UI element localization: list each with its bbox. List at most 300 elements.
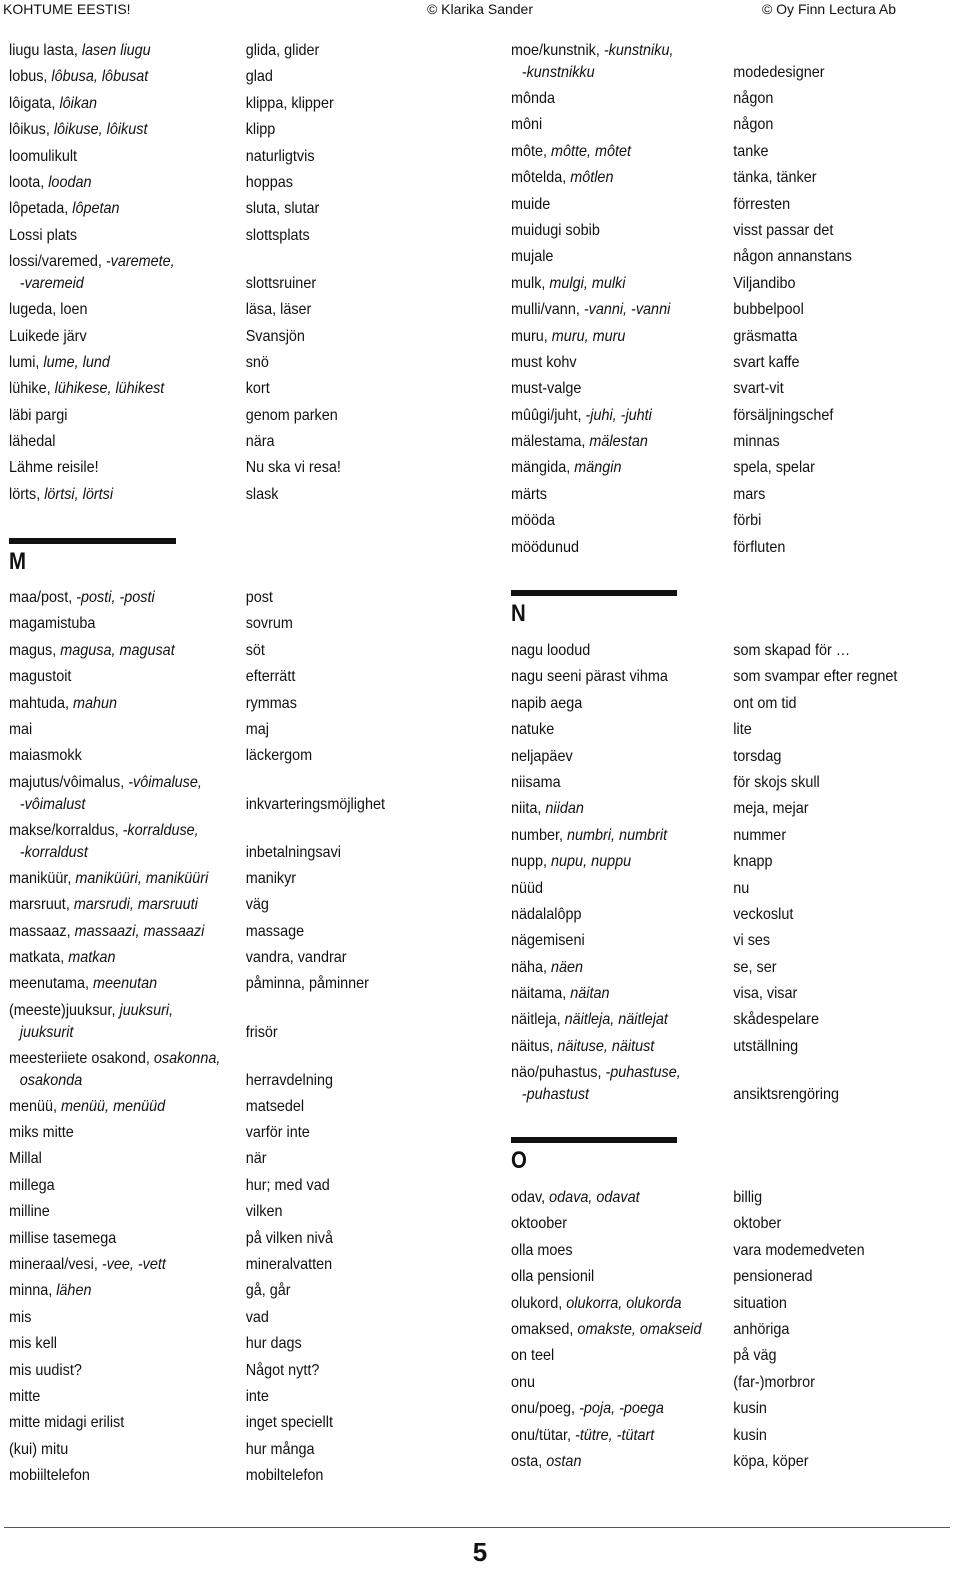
swedish-translation: kusin: [733, 1400, 767, 1418]
estonian-term: [511, 957, 733, 983]
headword: lossi/varemed,: [9, 253, 106, 271]
inflection-forms: -vanni, -vanni: [583, 301, 671, 319]
estonian-term: [9, 1254, 246, 1280]
headword: mahtuda,: [9, 694, 74, 712]
headword: must-valge: [511, 380, 582, 398]
swedish-translation: Något nytt?: [245, 1361, 320, 1379]
glossary-column-2-m: [511, 40, 890, 563]
glossary-entry: [9, 66, 341, 92]
headword: nupp,: [511, 853, 552, 871]
swedish-translation: Svansjön: [245, 327, 305, 345]
inflection-forms: nupu, nuppu: [551, 853, 632, 871]
headword: mis kell: [9, 1335, 58, 1353]
glossary-entry: [511, 431, 852, 457]
glossary-entry: [511, 851, 897, 877]
estonian-term: [9, 1307, 246, 1333]
swedish-translation: utställning: [733, 1037, 799, 1055]
headword: magamistuba: [9, 615, 96, 633]
inflection-forms: -puhastuse,: [605, 1064, 681, 1082]
glossary-entry: [511, 1451, 865, 1477]
swedish-translation: massage: [245, 922, 305, 940]
inflection-forms: mulgi, mulki: [549, 274, 626, 292]
swedish-translation: hoppas: [245, 173, 293, 191]
estonian-term: [511, 40, 733, 88]
glossary-entry: [9, 198, 341, 224]
estonian-term: [9, 666, 246, 692]
estonian-term: [9, 172, 246, 198]
inflection-forms: omakste, omakseid: [577, 1320, 702, 1338]
term-continuation: [9, 273, 246, 295]
glossary-entry: [9, 868, 385, 894]
glossary-entry: [9, 378, 341, 404]
estonian-term: [9, 1333, 246, 1359]
inflection-forms: näitleja, näitlejat: [564, 1011, 668, 1029]
glossary-entry: [9, 119, 341, 145]
inflection-forms: -varemete,: [105, 253, 175, 271]
swedish-translation: förfluten: [733, 538, 786, 556]
estonian-term: [511, 510, 733, 536]
headword: must kohv: [511, 353, 577, 371]
estonian-term: [511, 246, 733, 272]
headword: magustoit: [9, 668, 72, 686]
term-continuation: [9, 1070, 246, 1092]
swedish-translation: gräsmatta: [733, 327, 798, 345]
headword: liugu lasta,: [9, 42, 82, 59]
inflection-forms: näen: [551, 958, 584, 976]
headword: mis uudist?: [9, 1361, 82, 1379]
estonian-term: [511, 167, 733, 193]
inflection-forms: osakonna,: [153, 1049, 221, 1067]
inflection-forms: lume, lund: [43, 353, 110, 371]
headword: matkata,: [9, 948, 69, 966]
estonian-term: [511, 1187, 733, 1213]
glossary-column-1-m: [9, 587, 427, 1492]
estonian-term: [9, 1096, 246, 1122]
estonian-term: [511, 114, 733, 140]
swedish-translation: försäljningschef: [733, 406, 834, 424]
glossary-entry: [9, 1096, 385, 1122]
headword: läbi pargi: [9, 406, 68, 424]
glossary-entry: [9, 719, 385, 745]
estonian-term: [9, 745, 246, 771]
glossary-entry: [511, 878, 897, 904]
glossary-entry: [9, 1412, 385, 1438]
swedish-translation: förresten: [733, 195, 791, 213]
inflection-forms: lörtsi, lörtsi: [44, 485, 114, 503]
swedish-translation: köpa, köper: [733, 1452, 809, 1470]
swedish-translation: manikyr: [245, 869, 297, 887]
headword: nägemiseni: [511, 932, 585, 950]
swedish-translation: naturligtvis: [245, 147, 315, 165]
glossary-entry: [511, 666, 897, 692]
swedish-translation: kort: [245, 380, 270, 398]
swedish-translation: oktober: [733, 1215, 782, 1233]
swedish-translation: påminna, påminner: [245, 975, 369, 993]
swedish-translation: se, ser: [733, 958, 777, 976]
estonian-term: [511, 693, 733, 719]
inflection-forms: näitan: [570, 985, 610, 1003]
header-book-title: KOHTUME EESTIS!: [3, 1, 131, 17]
headword: lôigata,: [9, 94, 60, 112]
headword: number,: [511, 826, 568, 844]
estonian-term: [511, 1036, 733, 1062]
estonian-term: [9, 973, 246, 999]
estonian-term: [511, 431, 733, 457]
inflection-forms: massaazi, massaazi: [74, 922, 205, 940]
estonian-term: [511, 1213, 733, 1239]
headword: lobus,: [9, 68, 52, 86]
estonian-term: [511, 352, 733, 378]
glossary-entry: [9, 405, 341, 431]
swedish-translation: visst passar det: [733, 221, 834, 239]
headword: olla pensionil: [511, 1268, 595, 1286]
swedish-translation: förbi: [733, 512, 762, 530]
estonian-term: [511, 719, 733, 745]
glossary-entry: [511, 114, 852, 140]
headword: mitte midagi erilist: [9, 1414, 125, 1432]
estonian-term: [511, 640, 733, 666]
headword: mis: [9, 1308, 32, 1326]
glossary-entry: [9, 1465, 385, 1491]
glossary-entry: [9, 1122, 385, 1148]
section-letter: O: [511, 1147, 527, 1174]
headword: Millal: [9, 1150, 42, 1168]
estonian-term: [9, 66, 246, 92]
estonian-term: [511, 194, 733, 220]
estonian-term: [9, 772, 246, 820]
page-number: 5: [472, 1537, 488, 1567]
estonian-term: [9, 431, 246, 457]
swedish-translation: lite: [733, 721, 752, 739]
estonian-term: [511, 798, 733, 824]
glossary-entry: [9, 172, 341, 198]
swedish-translation: hur många: [245, 1440, 315, 1458]
glossary-entry: [511, 1187, 865, 1213]
inflection-forms: magusa, magusat: [60, 641, 175, 659]
estonian-term: [511, 1240, 733, 1266]
swedish-translation: mars: [733, 485, 766, 503]
headword: mitte: [9, 1387, 41, 1405]
inflection-forms: muru, muru: [551, 327, 626, 345]
inflection-forms: maniküüri, maniküüri: [75, 869, 209, 887]
inflection-forms: -kunstniku,: [603, 42, 674, 59]
inflection-forms: menüü, menüüd: [61, 1097, 166, 1115]
glossary-entry: [511, 1266, 865, 1292]
headword: nagu loodud: [511, 642, 591, 659]
estonian-term: [9, 693, 246, 719]
swedish-translation: modedesigner: [733, 64, 825, 81]
glossary-entry: [511, 930, 897, 956]
inflection-forms: -korralduse,: [122, 821, 199, 839]
swedish-translation: som skapad för …: [733, 642, 851, 659]
swedish-translation: ont om tid: [733, 694, 797, 712]
swedish-translation: vad: [245, 1308, 269, 1326]
estonian-term: [511, 904, 733, 930]
estonian-term: [9, 299, 246, 325]
estonian-term: [511, 88, 733, 114]
swedish-translation: glad: [245, 68, 273, 86]
estonian-term: [9, 40, 246, 66]
inflection-forms: -poja, -poega: [579, 1400, 664, 1418]
estonian-term: [9, 251, 246, 299]
glossary-entry: [9, 93, 341, 119]
estonian-term: [9, 587, 246, 613]
glossary-entry: [511, 1398, 865, 1424]
estonian-term: [9, 1386, 246, 1412]
glossary-entry: [9, 326, 341, 352]
glossary-entry: [9, 1333, 385, 1359]
headword: nagu seeni pärast vihma: [511, 668, 668, 686]
inflection-forms: olukorra, olukorda: [566, 1294, 682, 1312]
estonian-term: [511, 378, 733, 404]
swedish-translation: sluta, slutar: [245, 200, 320, 218]
term-continuation: [511, 1084, 733, 1106]
estonian-term: [9, 1148, 246, 1174]
estonian-term: [9, 894, 246, 920]
swedish-translation: klipp: [245, 121, 276, 139]
section-bar: [9, 538, 176, 544]
estonian-term: [511, 772, 733, 798]
swedish-translation: frisör: [245, 1023, 278, 1041]
estonian-term: [9, 1048, 246, 1096]
headword: napib aega: [511, 694, 583, 712]
inflection-forms: lôikan: [59, 94, 98, 112]
glossary-entry: [511, 167, 852, 193]
term-continuation: [9, 842, 246, 864]
estonian-term: [511, 220, 733, 246]
glossary-entry: [511, 246, 852, 272]
headword: neljapäev: [511, 747, 573, 765]
inflection-forms: -kunstnikku: [521, 64, 595, 81]
headword: muidugi sobib: [511, 221, 600, 239]
glossary-entry: [511, 510, 852, 536]
glossary-entry: [9, 587, 385, 613]
glossary-entry: [511, 537, 852, 563]
estonian-term: [9, 1201, 246, 1227]
glossary-entry: [511, 1372, 865, 1398]
headword: näitus,: [511, 1037, 558, 1055]
inflection-forms: mängin: [574, 459, 622, 477]
headword: loota,: [9, 173, 49, 191]
glossary-entry: [9, 1439, 385, 1465]
inflection-forms: mahun: [73, 694, 118, 712]
headword: maiasmokk: [9, 747, 82, 765]
swedish-translation: nu: [733, 879, 750, 897]
headword: millise tasemega: [9, 1229, 117, 1247]
estonian-term: [9, 1360, 246, 1386]
inflection-forms: lühikese, lühikest: [54, 380, 165, 398]
inflection-forms: lôpetan: [72, 200, 120, 218]
glossary-column-2-n: [511, 640, 940, 1110]
swedish-translation: skådespelare: [733, 1011, 819, 1029]
swedish-translation: klippa, klipper: [245, 94, 334, 112]
inflection-forms: ostan: [546, 1452, 582, 1470]
glossary-entry: [9, 640, 385, 666]
headword: näha,: [511, 958, 552, 976]
inflection-forms: -puhastust: [521, 1086, 590, 1104]
glossary-entry: [511, 1036, 897, 1062]
section-letter: N: [511, 600, 526, 627]
swedish-translation: spela, spelar: [733, 459, 815, 477]
estonian-term: [9, 921, 246, 947]
glossary-entry: [9, 820, 385, 868]
headword: lôpetada,: [9, 200, 73, 218]
estonian-term: [511, 537, 733, 563]
headword: miks mitte: [9, 1124, 74, 1142]
estonian-term: [511, 1451, 733, 1477]
glossary-entry: [511, 352, 852, 378]
swedish-translation: veckoslut: [733, 905, 794, 923]
headword: olla moes: [511, 1241, 573, 1259]
headword: meenutama,: [9, 975, 94, 993]
swedish-translation: slottsruiner: [245, 275, 317, 293]
swedish-translation: på väg: [733, 1347, 777, 1365]
headword: (meeste)juuksur,: [9, 1001, 120, 1019]
estonian-term: [9, 820, 246, 868]
headword: môte,: [511, 142, 552, 160]
headword: lôikus,: [9, 121, 54, 139]
swedish-translation: mineralvatten: [245, 1256, 333, 1274]
section-heading-o: [511, 1137, 677, 1173]
glossary-entry: [9, 947, 385, 973]
glossary-entry: [511, 1009, 897, 1035]
headword: muide: [511, 195, 551, 213]
headword: maa/post,: [9, 589, 77, 606]
headword: magus,: [9, 641, 61, 659]
estonian-term: [9, 352, 246, 378]
swedish-translation: för skojs skull: [733, 773, 820, 791]
estonian-term: [9, 1175, 246, 1201]
swedish-translation: post: [245, 589, 273, 606]
estonian-term: [511, 1425, 733, 1451]
swedish-translation: inte: [245, 1387, 269, 1405]
headword: onu: [511, 1373, 536, 1391]
headword: Lähme reisile!: [9, 459, 99, 477]
swedish-translation: vandra, vandrar: [245, 948, 347, 966]
estonian-term: [9, 1122, 246, 1148]
estonian-term: [511, 1293, 733, 1319]
glossary-entry: [511, 1293, 865, 1319]
swedish-translation: slask: [245, 485, 279, 503]
glossary-entry: [511, 772, 897, 798]
glossary-entry: [511, 719, 897, 745]
glossary-entry: [511, 904, 897, 930]
glossary-entry: [511, 141, 852, 167]
estonian-term: [511, 1062, 733, 1110]
glossary-entry: [9, 1000, 385, 1048]
estonian-term: [511, 1345, 733, 1371]
estonian-term: [9, 326, 246, 352]
headword: nädalalôpp: [511, 905, 582, 923]
estonian-term: [511, 326, 733, 352]
headword: millega: [9, 1176, 55, 1194]
glossary-entry: [511, 1240, 865, 1266]
term-continuation: [511, 62, 733, 84]
glossary-entry: [9, 352, 341, 378]
estonian-term: [9, 93, 246, 119]
estonian-term: [511, 1398, 733, 1424]
estonian-term: [511, 457, 733, 483]
glossary-entry: [511, 1319, 865, 1345]
glossary-entry: [511, 983, 897, 1009]
swedish-translation: glida, glider: [245, 42, 320, 59]
inflection-forms: -korraldust: [19, 843, 88, 861]
swedish-translation: Nu ska vi resa!: [245, 459, 341, 477]
glossary-entry: [9, 1048, 385, 1096]
headword: osta,: [511, 1452, 547, 1470]
swedish-translation: pensionerad: [733, 1268, 813, 1286]
headword: lugeda, loen: [9, 301, 88, 319]
inflection-forms: juuksurit: [19, 1023, 74, 1041]
glossary-entry: [511, 299, 852, 325]
estonian-term: [511, 141, 733, 167]
swedish-translation: hur; med vad: [245, 1176, 330, 1194]
swedish-translation: vilken: [245, 1203, 283, 1221]
glossary-entry: [511, 693, 897, 719]
swedish-translation: maj: [245, 720, 269, 738]
headword: mulli/vann,: [511, 301, 584, 319]
glossary-entry: [9, 772, 385, 820]
swedish-translation: knapp: [733, 853, 773, 871]
headword: näitleja,: [511, 1011, 565, 1029]
swedish-translation: snö: [245, 353, 269, 371]
inflection-forms: lôbusa, lôbusat: [51, 68, 149, 86]
headword: odav,: [511, 1189, 550, 1206]
headword: oktoober: [511, 1215, 568, 1233]
estonian-term: [9, 1439, 246, 1465]
glossary-entry: [511, 273, 852, 299]
term-continuation: [9, 1022, 246, 1044]
glossary-entry: [9, 1280, 385, 1306]
glossary-entry: [511, 484, 852, 510]
swedish-translation: inkvarteringsmöjlighet: [245, 795, 385, 813]
glossary-entry: [9, 1175, 385, 1201]
estonian-term: [9, 198, 246, 224]
inflection-forms: -juhi, -juhti: [585, 406, 652, 424]
headword: meesteriiete osakond,: [9, 1049, 154, 1067]
glossary-entry: [511, 326, 852, 352]
estonian-term: [9, 613, 246, 639]
inflection-forms: -varemeid: [19, 275, 84, 293]
headword: lühike,: [9, 380, 55, 398]
estonian-term: [511, 851, 733, 877]
glossary-entry: [9, 666, 385, 692]
headword: onu/poeg,: [511, 1400, 580, 1418]
swedish-translation: när: [245, 1150, 267, 1168]
swedish-translation: gå, går: [245, 1282, 291, 1300]
inflection-forms: näituse, näitust: [557, 1037, 655, 1055]
glossary-entry: [9, 299, 341, 325]
headword: Lossi plats: [9, 226, 78, 244]
swedish-translation: (far-)morbror: [733, 1373, 815, 1391]
inflection-forms: loodan: [48, 173, 92, 191]
estonian-term: [511, 983, 733, 1009]
glossary-entry: [511, 220, 852, 246]
headword: mobiiltelefon: [9, 1467, 90, 1485]
swedish-translation: genom parken: [245, 406, 338, 424]
inflection-forms: lähen: [56, 1282, 92, 1300]
swedish-translation: läsa, läser: [245, 301, 312, 319]
headword: makse/korraldus,: [9, 821, 123, 839]
estonian-term: [9, 119, 246, 145]
swedish-translation: svart kaffe: [733, 353, 800, 371]
estonian-term: [9, 146, 246, 172]
estonian-term: [9, 868, 246, 894]
swedish-translation: vara modemedveten: [733, 1241, 865, 1259]
estonian-term: [9, 640, 246, 666]
headword: mujale: [511, 248, 554, 266]
swedish-translation: sovrum: [245, 615, 293, 633]
